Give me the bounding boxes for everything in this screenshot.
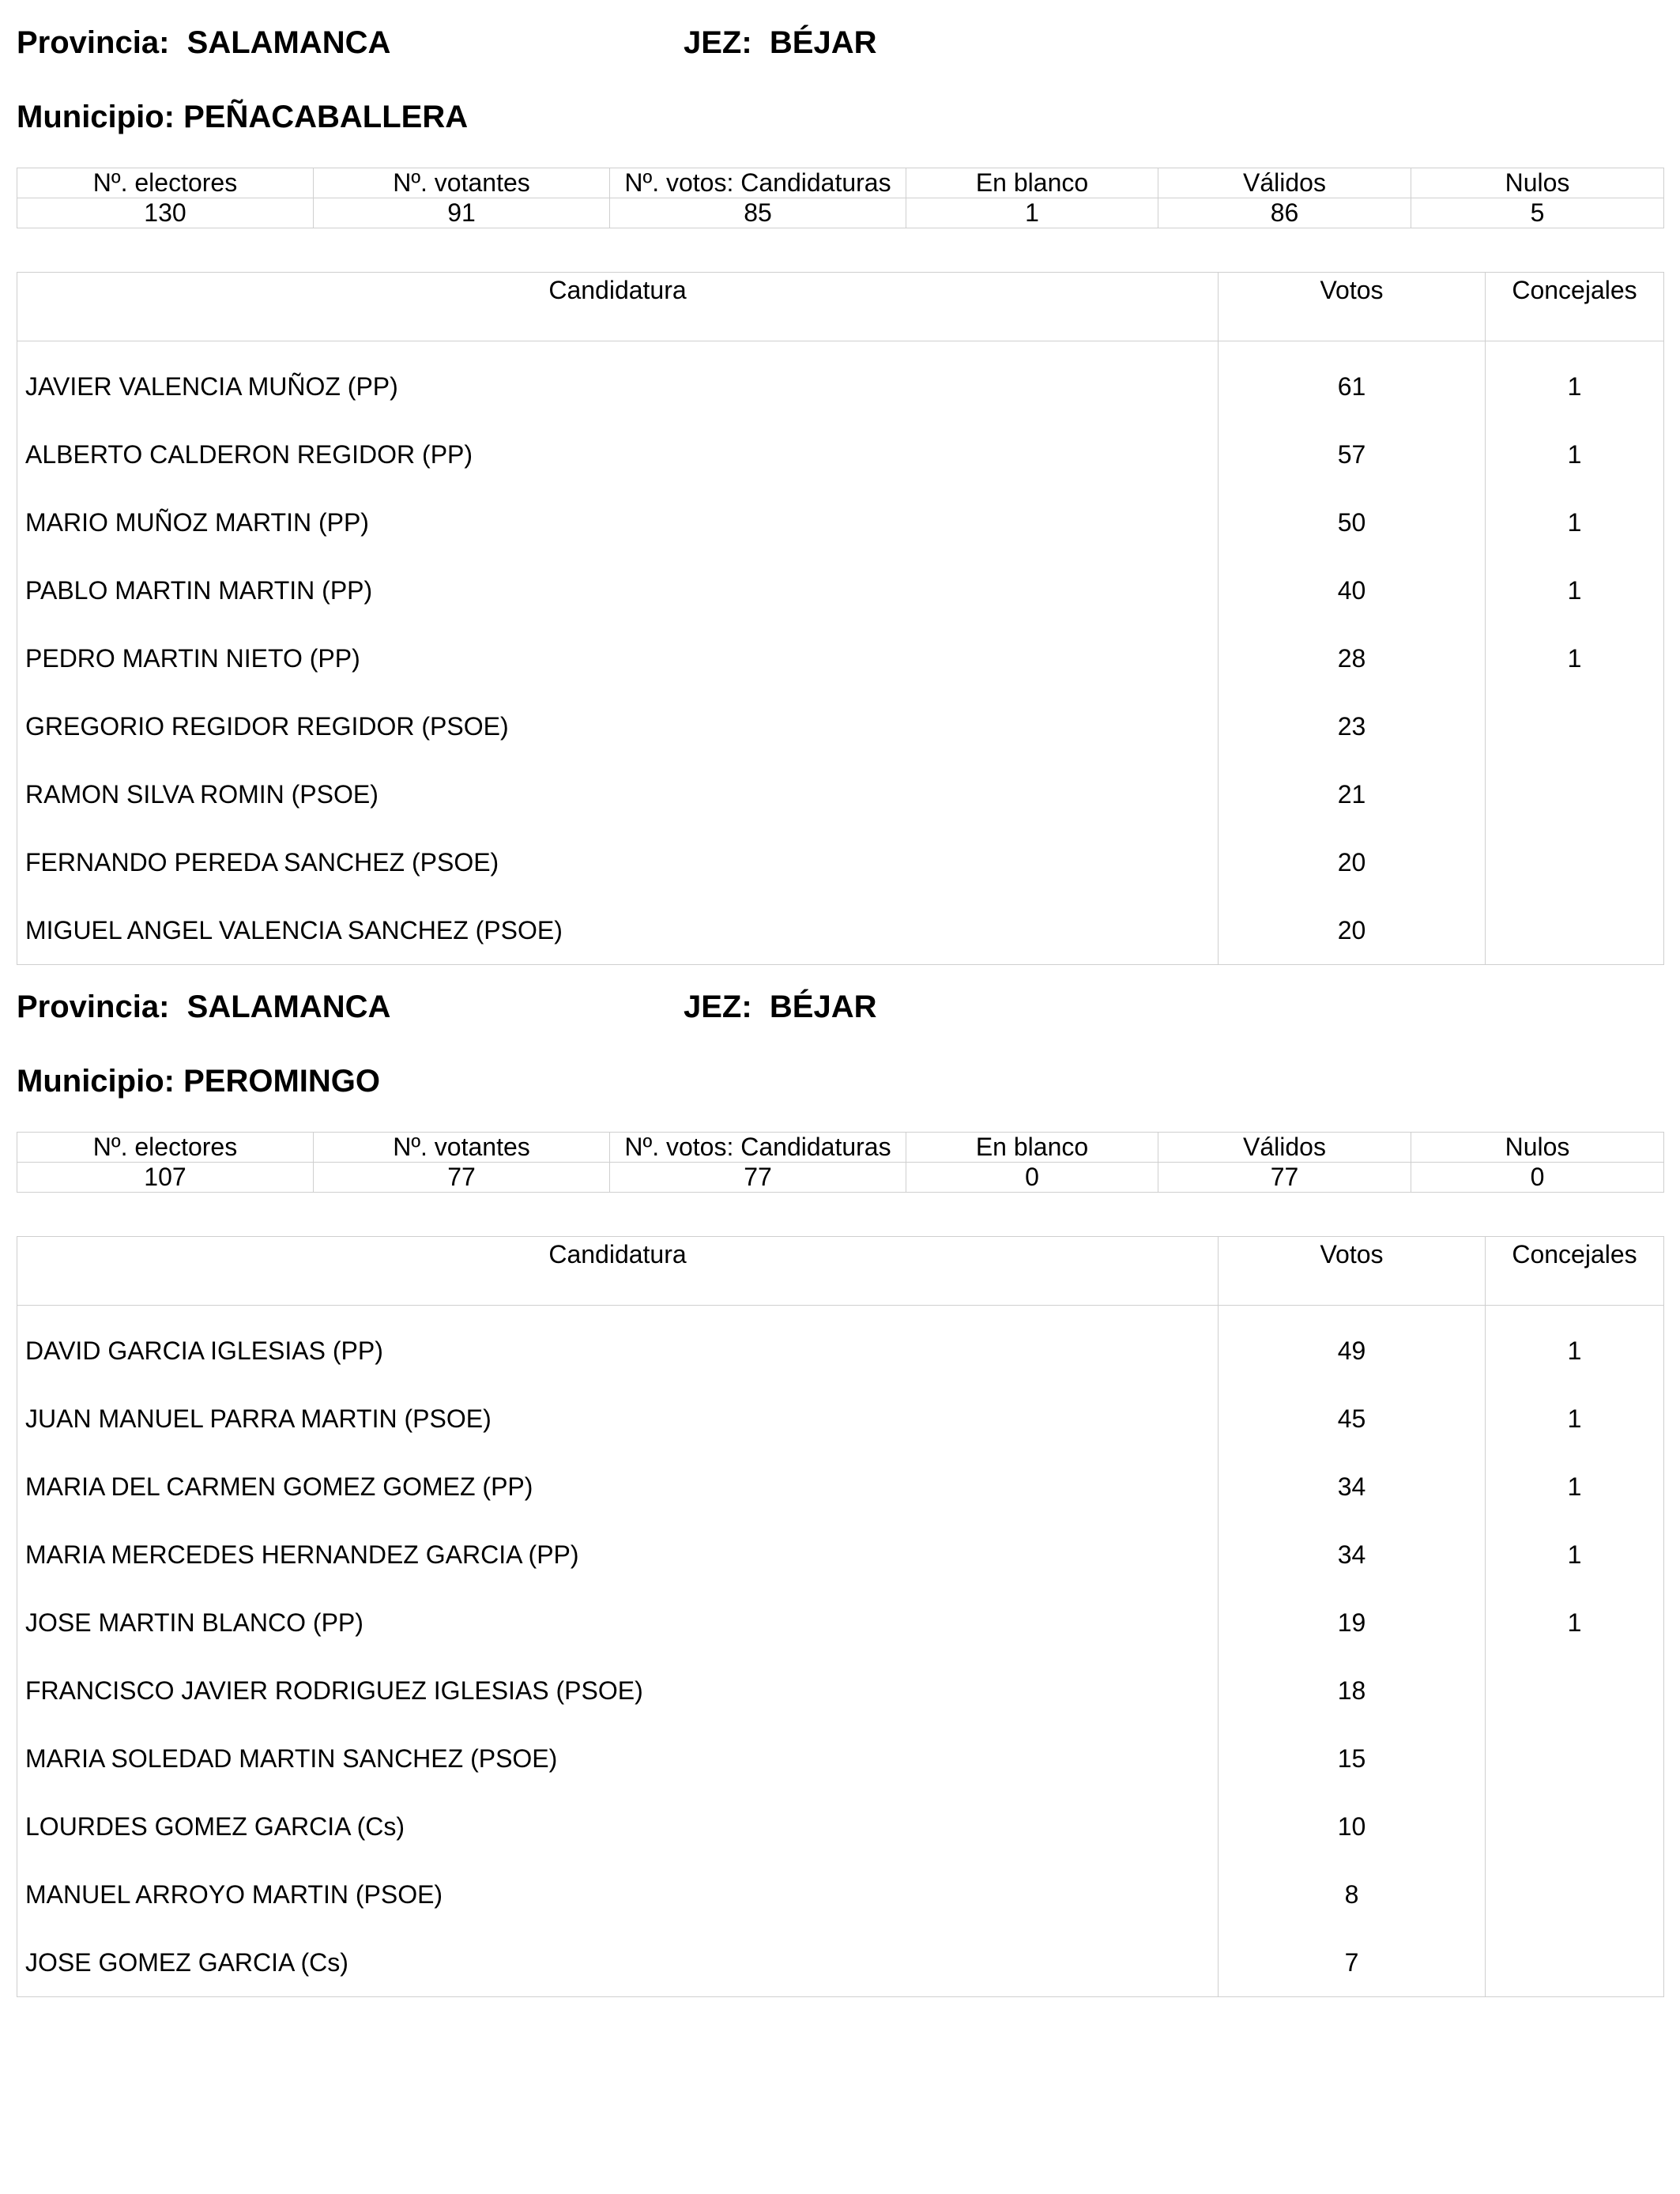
results-header-votos: Votos	[1219, 1237, 1486, 1306]
stats-votos-candidaturas: 85	[610, 198, 906, 228]
candidate-name: JOSE GOMEZ GARCIA (Cs)	[17, 1928, 1219, 1997]
candidate-votos: 7	[1219, 1928, 1486, 1997]
stats-header-votantes: Nº. votantes	[314, 1133, 610, 1163]
results-header-row	[17, 1237, 1664, 1306]
candidate-votos: 28	[1219, 624, 1486, 692]
candidate-name: FERNANDO PEREDA SANCHEZ (PSOE)	[17, 828, 1219, 896]
candidate-name: RAMON SILVA ROMIN (PSOE)	[17, 760, 1219, 828]
candidate-votos: 20	[1219, 896, 1486, 965]
table-row	[17, 556, 1664, 624]
candidate-concejales	[1486, 1860, 1664, 1928]
table-row	[17, 1589, 1664, 1657]
candidate-votos: 57	[1219, 420, 1486, 488]
jez-label: JEZ:	[684, 990, 752, 1024]
provincia-line	[17, 24, 390, 62]
jez-line	[684, 988, 877, 1026]
municipio-section-peromingo	[17, 988, 1663, 2000]
candidate-name: ALBERTO CALDERON REGIDOR (PP)	[17, 420, 1219, 488]
candidate-name: FRANCISCO JAVIER RODRIGUEZ IGLESIAS (PSOE)	[17, 1657, 1219, 1725]
stats-header-en-blanco: En blanco	[906, 168, 1158, 198]
candidate-votos: 40	[1219, 556, 1486, 624]
stats-header-votantes: Nº. votantes	[314, 168, 610, 198]
table-row	[17, 1793, 1664, 1860]
candidate-concejales	[1486, 1725, 1664, 1793]
table-row	[17, 1521, 1664, 1589]
stats-header-en-blanco: En blanco	[906, 1133, 1158, 1163]
candidate-name: DAVID GARCIA IGLESIAS (PP)	[17, 1306, 1219, 1385]
candidate-votos: 23	[1219, 692, 1486, 760]
candidate-votos: 18	[1219, 1657, 1486, 1725]
stats-validos: 86	[1158, 198, 1411, 228]
municipio-line	[17, 98, 468, 136]
table-row	[17, 624, 1664, 692]
candidate-name: GREGORIO REGIDOR REGIDOR (PSOE)	[17, 692, 1219, 760]
stats-header-row	[17, 1133, 1664, 1163]
stats-en-blanco: 0	[906, 1163, 1158, 1193]
stats-header-votos-candidaturas: Nº. votos: Candidaturas	[610, 1133, 906, 1163]
municipio-value: PEROMINGO	[183, 1064, 380, 1099]
candidate-concejales: 1	[1486, 1589, 1664, 1657]
table-row	[17, 896, 1664, 965]
provincia-line	[17, 988, 390, 1026]
municipio-section-penacaballera	[17, 24, 1663, 956]
stats-table	[17, 1132, 1664, 1193]
results-header-candidatura: Candidatura	[17, 1237, 1219, 1306]
results-header-concejales: Concejales	[1486, 273, 1664, 341]
table-row	[17, 420, 1664, 488]
candidate-concejales: 1	[1486, 1306, 1664, 1385]
table-row	[17, 1306, 1664, 1385]
stats-value-row	[17, 198, 1664, 228]
candidate-name: MARIA SOLEDAD MARTIN SANCHEZ (PSOE)	[17, 1725, 1219, 1793]
candidate-name: MANUEL ARROYO MARTIN (PSOE)	[17, 1860, 1219, 1928]
stats-nulos: 5	[1411, 198, 1664, 228]
candidate-votos: 10	[1219, 1793, 1486, 1860]
stats-electores: 107	[17, 1163, 314, 1193]
candidate-concejales: 1	[1486, 1453, 1664, 1521]
provincia-value: SALAMANCA	[186, 25, 391, 60]
stats-header-validos: Válidos	[1158, 168, 1411, 198]
stats-value-row	[17, 1163, 1664, 1193]
candidate-concejales	[1486, 828, 1664, 896]
stats-header-electores: Nº. electores	[17, 1133, 314, 1163]
candidate-concejales: 1	[1486, 1385, 1664, 1453]
candidate-votos: 45	[1219, 1385, 1486, 1453]
candidate-name: PABLO MARTIN MARTIN (PP)	[17, 556, 1219, 624]
candidate-concejales	[1486, 1928, 1664, 1997]
stats-votantes: 77	[314, 1163, 610, 1193]
jez-value: BÉJAR	[769, 990, 877, 1024]
candidate-votos: 34	[1219, 1453, 1486, 1521]
candidate-name: MARIA DEL CARMEN GOMEZ GOMEZ (PP)	[17, 1453, 1219, 1521]
candidate-votos: 8	[1219, 1860, 1486, 1928]
stats-votos-candidaturas: 77	[610, 1163, 906, 1193]
candidate-name: MARIO MUÑOZ MARTIN (PP)	[17, 488, 1219, 556]
municipio-line	[17, 1062, 380, 1100]
municipio-label: Municipio:	[17, 100, 175, 134]
table-row	[17, 1725, 1664, 1793]
candidate-concejales: 1	[1486, 488, 1664, 556]
table-row	[17, 341, 1664, 421]
table-row	[17, 488, 1664, 556]
results-header-row	[17, 273, 1664, 341]
results-header-candidatura: Candidatura	[17, 273, 1219, 341]
stats-electores: 130	[17, 198, 314, 228]
stats-header-row	[17, 168, 1664, 198]
table-row	[17, 1385, 1664, 1453]
stats-validos: 77	[1158, 1163, 1411, 1193]
results-header-votos: Votos	[1219, 273, 1486, 341]
stats-nulos: 0	[1411, 1163, 1664, 1193]
table-row	[17, 1928, 1664, 1997]
candidate-votos: 34	[1219, 1521, 1486, 1589]
provincia-label: Provincia:	[17, 990, 170, 1024]
candidate-name: MIGUEL ANGEL VALENCIA SANCHEZ (PSOE)	[17, 896, 1219, 965]
results-table	[17, 272, 1664, 965]
jez-label: JEZ:	[684, 25, 752, 60]
candidate-concejales: 1	[1486, 341, 1664, 421]
candidate-concejales: 1	[1486, 420, 1664, 488]
table-row	[17, 828, 1664, 896]
stats-header-votos-candidaturas: Nº. votos: Candidaturas	[610, 168, 906, 198]
candidate-concejales	[1486, 1793, 1664, 1860]
candidate-name: JOSE MARTIN BLANCO (PP)	[17, 1589, 1219, 1657]
candidate-votos: 15	[1219, 1725, 1486, 1793]
candidate-concejales	[1486, 760, 1664, 828]
stats-header-validos: Válidos	[1158, 1133, 1411, 1163]
jez-value: BÉJAR	[769, 25, 877, 60]
candidate-concejales: 1	[1486, 556, 1664, 624]
candidate-votos: 50	[1219, 488, 1486, 556]
candidate-votos: 21	[1219, 760, 1486, 828]
provincia-value: SALAMANCA	[186, 990, 391, 1024]
results-table	[17, 1236, 1664, 1997]
candidate-name: LOURDES GOMEZ GARCIA (Cs)	[17, 1793, 1219, 1860]
stats-header-electores: Nº. electores	[17, 168, 314, 198]
municipio-value: PEÑACABALLERA	[183, 100, 469, 134]
table-row	[17, 692, 1664, 760]
candidate-concejales: 1	[1486, 624, 1664, 692]
jez-line	[684, 24, 877, 62]
candidate-name: MARIA MERCEDES HERNANDEZ GARCIA (PP)	[17, 1521, 1219, 1589]
municipio-label: Municipio:	[17, 1064, 175, 1099]
stats-votantes: 91	[314, 198, 610, 228]
candidate-votos: 19	[1219, 1589, 1486, 1657]
candidate-concejales	[1486, 896, 1664, 965]
provincia-label: Provincia:	[17, 25, 170, 60]
candidate-concejales	[1486, 1657, 1664, 1725]
candidate-name: JUAN MANUEL PARRA MARTIN (PSOE)	[17, 1385, 1219, 1453]
candidate-votos: 61	[1219, 341, 1486, 421]
table-row	[17, 1453, 1664, 1521]
table-row	[17, 1860, 1664, 1928]
candidate-votos: 20	[1219, 828, 1486, 896]
candidate-votos: 49	[1219, 1306, 1486, 1385]
stats-table	[17, 168, 1664, 228]
candidate-name: PEDRO MARTIN NIETO (PP)	[17, 624, 1219, 692]
results-header-concejales: Concejales	[1486, 1237, 1664, 1306]
stats-header-nulos: Nulos	[1411, 168, 1664, 198]
stats-header-nulos: Nulos	[1411, 1133, 1664, 1163]
table-row	[17, 760, 1664, 828]
candidate-concejales: 1	[1486, 1521, 1664, 1589]
candidate-name: JAVIER VALENCIA MUÑOZ (PP)	[17, 341, 1219, 421]
candidate-concejales	[1486, 692, 1664, 760]
stats-en-blanco: 1	[906, 198, 1158, 228]
table-row	[17, 1657, 1664, 1725]
